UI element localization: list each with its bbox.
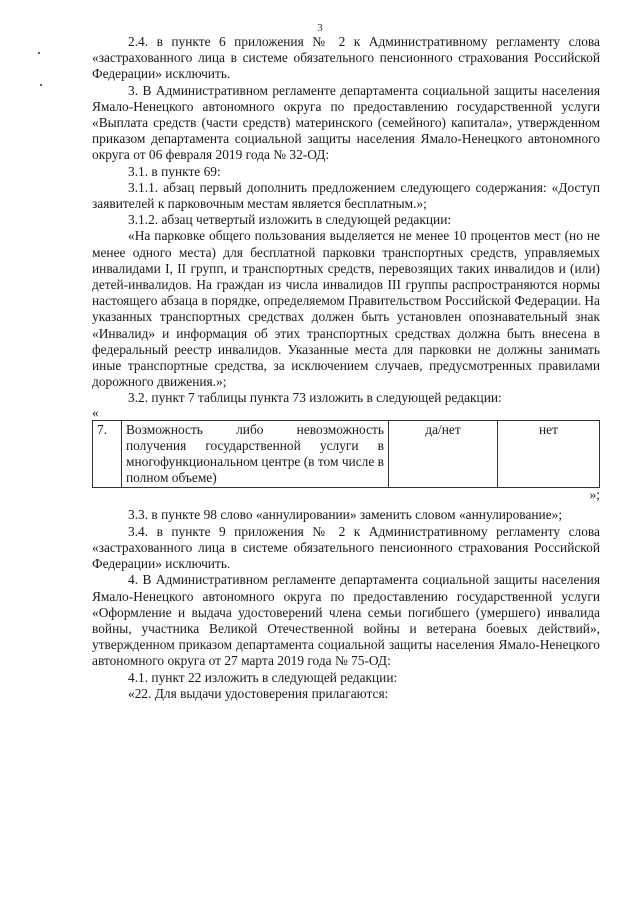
- paragraph: 2.4. в пункте 6 приложения № 2 к Административному регламенту слова «застрахованного лица в системе обязательного пенсионного страхования Российской Федерации» исключить.: [92, 34, 600, 82]
- paragraph: 4. В Административном регламенте департамента социальной защиты населения Ямало-Ненецкого автономного округа по предоставлению государственной услуги «Оформление и выдача удостоверений члена семьи погибшего (умершего) инвалида войны, участника Великой Отечественной войны и ветерана боевых действий», утвержденном приказом департамента социальной защиты населения Ямало-Ненецкого автономного округа от 27 марта 2019 года № 75-ОД:: [92, 572, 600, 669]
- service-table: [92, 420, 600, 489]
- row-number: 7.: [93, 420, 122, 488]
- document-body: [92, 34, 600, 702]
- row-value: нет: [498, 420, 600, 488]
- paragraph: 4.1. пункт 22 изложить в следующей редакции:: [128, 669, 398, 685]
- quoted-paragraph: «На парковке общего пользования выделяется не менее 10 процентов мест (но не менее одного места) для бесплатной парковки транспортных средств, управляемых инвалидами I, II групп, и транспортных средств, перевозящих таких инвалидов и (или) детей-инвалидов. На граждан из числа инвалидов III группы распространяются нормы настоящего абзаца в порядке, определяемом Правительством Российской Федерации. На указанных транспортных средствах должен быть установлен опознавательный знак «Инвалид» и информация об этих транспортных средствах должна быть внесена в федеральный реестр инвалидов. Указанные места для парковки не должны занимать иные транспортные средства, за исключением случаев, предусмотренных правилами дорожного движения.»;: [92, 228, 600, 390]
- table-row: [93, 420, 600, 488]
- page-number: 3: [317, 22, 323, 34]
- scan-speck: [38, 52, 40, 54]
- paragraph: 3. В Административном регламенте департамента социальной защиты населения Ямало-Ненецкого автономного округа по предоставлению государственной услуги «Выплата средств (части средств) материнского (семейного) капитала», утвержденном приказом департамента социальной защиты населения Ямало-Ненецкого автономного округа от 06 февраля 2019 года № 32-ОД:: [92, 82, 600, 163]
- paragraph: 3.1.1. абзац первый дополнить предложением следующего содержания: «Доступ заявителей к парковочным местам является бесплатным.»;: [92, 179, 600, 212]
- quote-open-mark: «: [92, 404, 99, 420]
- row-option: да/нет: [389, 420, 498, 488]
- paragraph: 3.2. пункт 7 таблицы пункта 73 изложить в следующей редакции:: [128, 390, 502, 406]
- paragraph: «22. Для выдачи удостоверения прилагаются:: [128, 685, 389, 701]
- paragraph: 3.1.2. абзац четвертый изложить в следующей редакции:: [128, 212, 452, 228]
- row-description: Возможность либо невозможность получения государственной услуги в многофункциональном центре (в том числе в полном объеме): [122, 420, 389, 488]
- quote-close-mark: »;: [589, 487, 600, 503]
- paragraph: 3.1. в пункте 69:: [128, 163, 221, 179]
- paragraph: 3.3. в пункте 98 слово «аннулировании» заменить словом «аннулирование»;: [128, 507, 563, 523]
- scan-speck: [40, 84, 42, 86]
- paragraph: 3.4. в пункте 9 приложения № 2 к Административному регламенту слова «застрахованного лица в системе обязательного пенсионного страхования Российской Федерации» исключить.: [92, 523, 600, 572]
